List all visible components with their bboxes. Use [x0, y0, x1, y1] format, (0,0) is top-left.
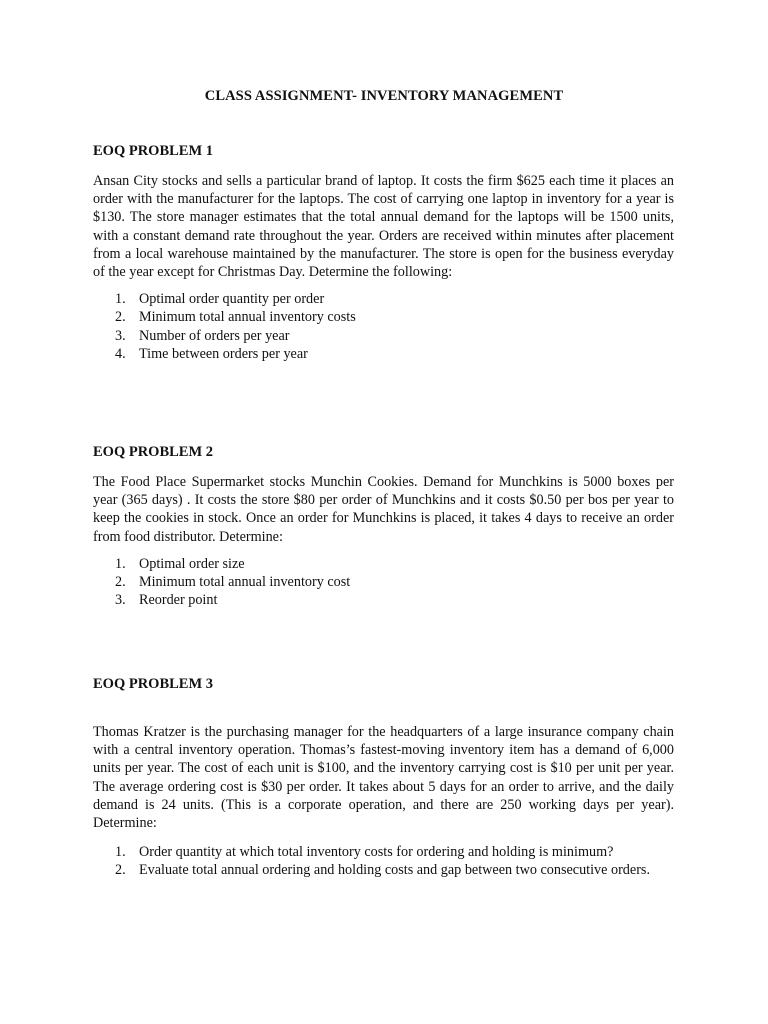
list-item-number: 3.: [115, 327, 126, 344]
list-item: [93, 843, 674, 861]
problem-3-section: [93, 675, 674, 880]
list-item-number: 1.: [115, 555, 126, 572]
list-item: [93, 555, 674, 573]
list-item-number: 2.: [115, 309, 126, 326]
list-item: [93, 290, 674, 308]
problem-3-heading: EOQ PROBLEM 3: [93, 676, 214, 692]
list-item-text: Number of orders per year: [139, 327, 290, 344]
document-title: CLASS ASSIGNMENT- INVENTORY MANAGEMENT: [204, 88, 564, 104]
problem-2-section: [93, 443, 674, 609]
list-item: [93, 861, 674, 879]
list-item-number: 2.: [115, 862, 126, 879]
problem-1-section: [93, 142, 674, 363]
list-item-number: 1.: [115, 844, 126, 861]
list-item-text: Minimum total annual inventory costs: [139, 309, 356, 326]
list-item-text: Optimal order quantity per order: [139, 291, 325, 308]
problem-3-list: [93, 843, 674, 879]
list-item: [93, 345, 674, 363]
list-item-text: Order quantity at which total inventory costs for ordering and holding is minimum?: [139, 844, 614, 861]
problem-2-heading: EOQ PROBLEM 2: [93, 444, 214, 460]
list-item: [93, 308, 674, 326]
problem-1-text: Ansan City stocks and sells a particular brand of laptop. It costs the firm $625 each time it places an order with the manufacturer for the laptops. The cost of carrying one laptop in inventory for a year is $130. The store manager estimates that the total annual demand for the laptops will be 1500 units, with a constant demand rate throughout the year. Orders are received within minutes after placement from a local warehouse maintained by the manufacturer. The store is open for the business everyday of the year except for Christmas Day. Determine the following:: [93, 173, 674, 281]
list-item-text: Reorder point: [139, 592, 218, 609]
list-item: [93, 327, 674, 345]
problem-1-heading: EOQ PROBLEM 1: [93, 143, 214, 159]
list-item-text: Minimum total annual inventory cost: [139, 574, 351, 591]
list-item: [93, 591, 674, 609]
list-item-text: Optimal order size: [139, 555, 245, 572]
problem-3-text: Thomas Kratzer is the purchasing manager for the headquarters of a large insurance company chain with a central inventory operation. Thomas’s fastest-moving inventory item has a demand of 6,000 units per year. The cost of each unit is $100, and the inventory carrying cost is $10 per unit per year. The average ordering cost is $30 per order. It takes about 5 days for an order to arrive, and the daily demand is 24 units. (This is a corporate operation, and there are 250 working days per year). Determine:: [93, 724, 674, 832]
list-item-number: 4.: [115, 345, 126, 362]
problem-2-text: The Food Place Supermarket stocks Munchin Cookies. Demand for Munchkins is 5000 boxes per year (365 days) . It costs the store $80 per order of Munchkins and it costs $0.50 per bos per year to keep the cookies in stock. Once an order for Munchkins is placed, it takes 4 days to receive an order from food distributor. Determine:: [93, 474, 674, 545]
list-item-text: Evaluate total annual ordering and holding costs and gap between two consecutive orders.: [139, 862, 650, 879]
list-item-text: Time between orders per year: [139, 345, 308, 362]
problem-1-list: [93, 290, 674, 363]
list-item-number: 1.: [115, 291, 126, 308]
list-item: [93, 573, 674, 591]
problem-2-list: [93, 555, 674, 610]
list-item-number: 2.: [115, 574, 126, 591]
list-item-number: 3.: [115, 592, 126, 609]
